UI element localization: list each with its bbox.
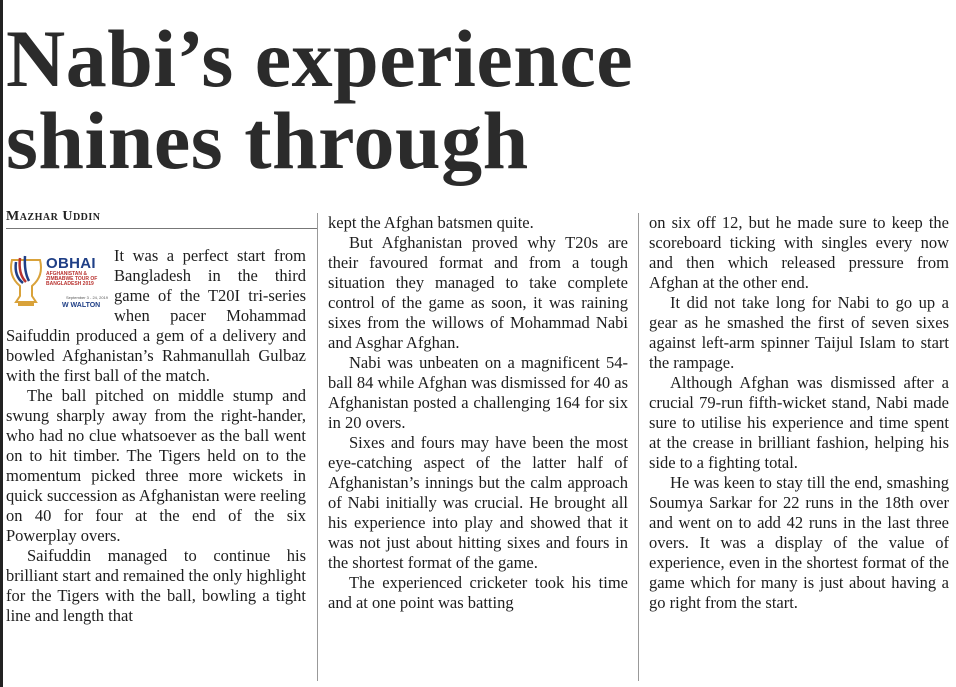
article-column-3 bbox=[649, 213, 949, 613]
paragraph: kept the Afghan batsmen quite. bbox=[328, 213, 534, 232]
column-divider bbox=[317, 213, 318, 681]
logo-line: ZIMBABWE TOUR OF bbox=[46, 276, 98, 282]
trophy-icon bbox=[6, 246, 46, 308]
paragraph-text: It was a perfect start from Bangladesh in the third game of the T20I tri-series when pacer Mohammad Saifuddin produced a gem of a delivery and bowled Afghanistan’s Rahmanullah Gulbaz with the first ball of the match. bbox=[6, 246, 306, 385]
headline bbox=[6, 13, 634, 186]
headline-line-2: shines through bbox=[6, 95, 529, 186]
headline-line-1: Nabi’s experience bbox=[6, 13, 634, 104]
paragraph: Saifuddin managed to continue his brilliant start and remained the only highlight for the Tigers with the ball, bowling a tight line and length that bbox=[6, 546, 306, 625]
paragraph: Although Afghan was dismissed after a crucial 79-run fifth-wicket stand, Nabi made sure to utilise his experience and time spent at the crease in brilliant fashion, helping his side to a fighting total. bbox=[649, 373, 949, 472]
paragraph: on six off 12, but he made sure to keep the scoreboard ticking with singles every now and then which released pressure from Afghan at the other end. bbox=[649, 213, 949, 292]
logo-date: September 3 - 24, 2019 bbox=[66, 295, 109, 300]
paragraph: The ball pitched on middle stump and swung sharply away from the right-hander, who had no clue whatsoever as the ball went on to hit timber. The Tigers held on to the momentum picked three more wickets in quick succession as Afghanistan were reeling on 40 for four at the end of the six Powerplay overs. bbox=[6, 386, 306, 545]
logo-line: AFGHANISTAN & bbox=[46, 271, 88, 277]
paragraph: Sixes and fours may have been the most eye-catching aspect of the latter half of Afghanistan’s innings but the calm approach of Nabi initially was crucial. He brought all his experience into play and showed that it was not just about hitting sixes and fours in the shortest format of the game. bbox=[328, 433, 628, 572]
sponsor-logo: W WALTON bbox=[62, 302, 101, 309]
paragraph: He was keen to stay till the end, smashing Soumya Sarkar for 22 runs in the 18th over and went on to add 42 runs in the last three overs. It was a display of the value of experience, even in the shortest format of the game which for many is just about having a go right from the start. bbox=[649, 473, 949, 612]
article-column-1 bbox=[6, 246, 306, 626]
paragraph: It did not take long for Nabi to go up a gear as he smashed the first of seven sixes against left-arm spinner Taijul Islam to start the rampage. bbox=[649, 293, 949, 372]
article-column-2 bbox=[328, 213, 628, 613]
series-logo bbox=[6, 246, 108, 308]
logo-name: OBHAI bbox=[46, 255, 96, 272]
paragraph bbox=[6, 246, 306, 386]
left-edge-rule bbox=[0, 0, 3, 687]
logo-line: BANGLADESH 2019 bbox=[46, 281, 94, 287]
paragraph: Nabi was unbeaten on a magnificent 54-ball 84 while Afghan was dismissed for 40 as Afghanistan posted a challenging 164 for six in 20 overs. bbox=[328, 353, 628, 432]
column-divider bbox=[638, 213, 639, 681]
byline: Mazhar Uddin bbox=[6, 209, 318, 229]
paragraph: But Afghanistan proved why T20s are their favoured format and from a tough situation they managed to take complete control of the game as soon, it was raining sixes from the willows of Mohammad Nabi and Asghar Afghan. bbox=[328, 233, 628, 352]
paragraph: The experienced cricketer took his time and at one point was batting bbox=[328, 573, 628, 612]
